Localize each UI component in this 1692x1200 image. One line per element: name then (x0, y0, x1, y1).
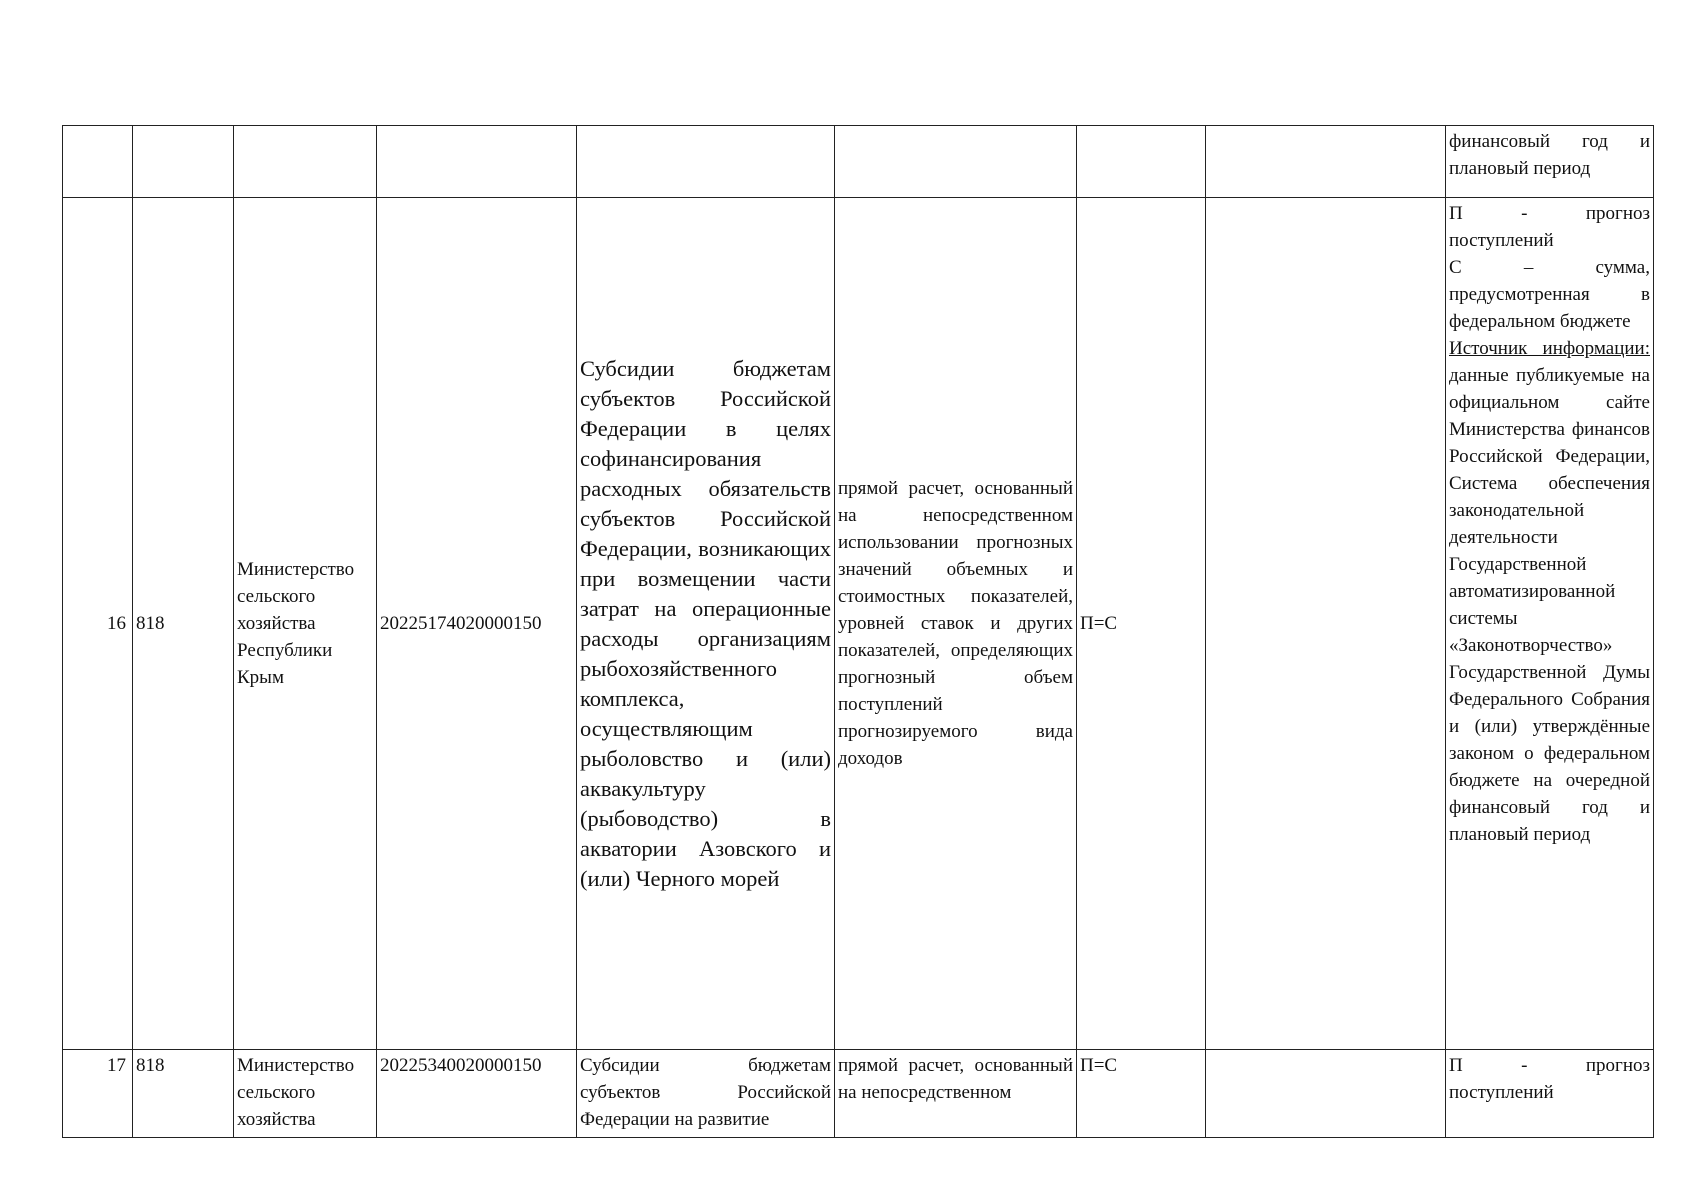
formula: П=С (1077, 198, 1206, 1050)
calculation-method: прямой расчет, основанный на непосредственном (835, 1050, 1077, 1138)
administrator-name: Министерство сельского хозяйства (234, 1050, 377, 1138)
forecast-definition: П - прогноз поступлений (1449, 203, 1650, 251)
cell-formula (1077, 126, 1206, 198)
forecast-definition: П - прогноз поступлений (1449, 1055, 1650, 1103)
formula: П=С (1077, 1050, 1206, 1138)
income-name: Субсидии бюджетам субъектов Российской Федерации в целях софинансирования расходных обязательств субъектов Российской Федерации, возникающих при возмещении части затрат на операционные расходы организациям рыбохозяйственного комплекса, осуществляющим рыболовство и (или) аквакультуру (рыбоводство) в акватории Азовского и (или) Черного морей (577, 198, 835, 1050)
admin-code: 818 (133, 198, 234, 1050)
cell-description: финансовый год и плановый период (1446, 126, 1654, 198)
cell-kbk (377, 126, 577, 198)
cell-method (835, 126, 1077, 198)
cell-administrator (234, 126, 377, 198)
table-row (63, 1050, 1654, 1138)
admin-code: 818 (133, 1050, 234, 1138)
table-row-continuation (63, 126, 1654, 198)
algorithm (1206, 1050, 1446, 1138)
sum-definition: С – сумма, предусмотренная в федеральном бюджете (1449, 257, 1650, 332)
kbk-code: 20225174020000150 (377, 198, 577, 1050)
source-info (1449, 335, 1650, 848)
indicator-description (1446, 198, 1654, 1050)
income-name: Субсидии бюджетам субъектов Российской Федерации на развитие (577, 1050, 835, 1138)
row-number: 16 (63, 198, 133, 1050)
income-forecast-table (62, 125, 1654, 1138)
algorithm (1206, 198, 1446, 1050)
cell-admin-code (133, 126, 234, 198)
kbk-code: 20225340020000150 (377, 1050, 577, 1138)
cell-income-name (577, 126, 835, 198)
indicator-description (1446, 1050, 1654, 1138)
table-row (63, 198, 1654, 1050)
administrator-name: Министерство сельского хозяйства Республики Крым (234, 198, 377, 1050)
calculation-method: прямой расчет, основанный на непосредственном использовании прогнозных значений объемных и стоимостных показателей, уровней ставок и других показателей, определяющих прогнозный объем поступлений прогнозируемого вида доходов (835, 198, 1077, 1050)
cell-number (63, 126, 133, 198)
row-number: 17 (63, 1050, 133, 1138)
cell-algorithm (1206, 126, 1446, 198)
source-text: данные публикуемые на официальном сайте Министерства финансов Российской Федерации, Система обеспечения законодательной деятельности Государственной автоматизированной системы «Законотворчество» Государственной Думы Федерального Собрания и (или) утверждённые законом о федеральном бюджете на очередной финансовый год и плановый период (1449, 365, 1650, 845)
source-label: Источник информации: (1449, 338, 1650, 359)
